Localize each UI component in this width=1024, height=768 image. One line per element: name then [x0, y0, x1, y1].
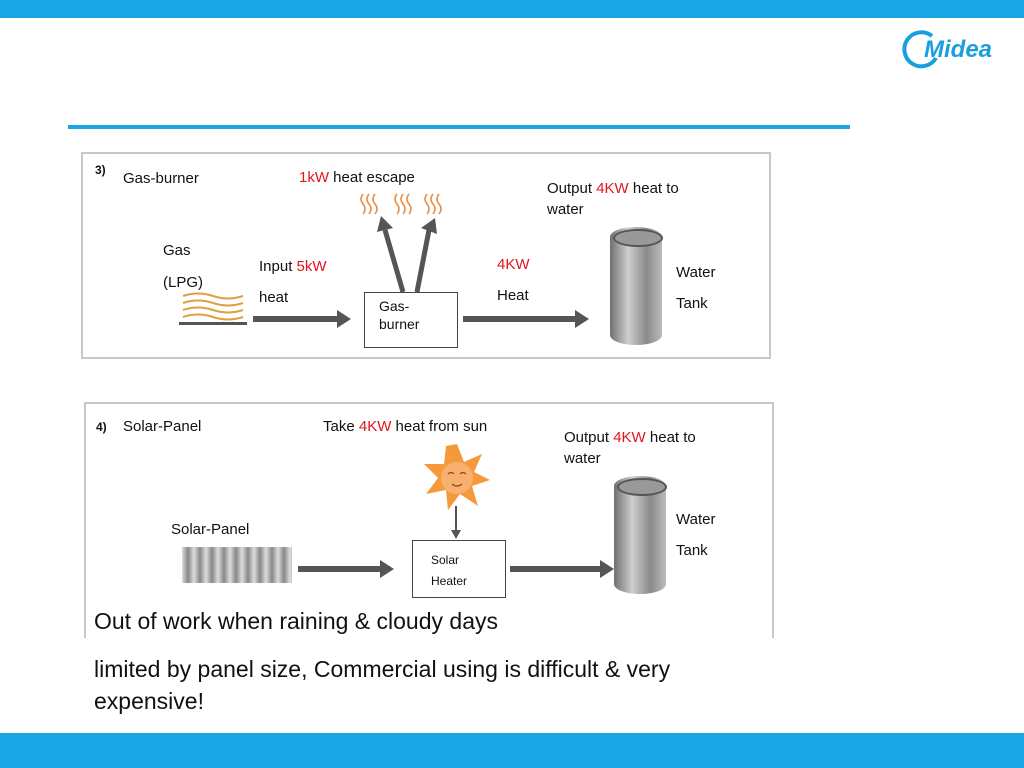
- title-rule: [68, 125, 850, 129]
- tank-label: Water: [676, 264, 716, 281]
- output-label-line2: water: [564, 450, 601, 467]
- solar-panel-label: Solar-Panel: [171, 521, 250, 538]
- top-banner: [0, 0, 1024, 18]
- gas-burner-panel: [81, 152, 771, 359]
- input-arrow: [253, 309, 353, 329]
- solar-panel-icon: [182, 547, 292, 583]
- heater-arrow: [510, 559, 620, 579]
- panel-title: Gas-burner: [123, 170, 199, 187]
- input-label: Input 5kW: [259, 258, 327, 275]
- bottom-banner: [0, 733, 1024, 768]
- gas-flame-icon: [179, 292, 249, 328]
- tank-label-line2: Tank: [676, 542, 708, 559]
- output-label-line2: water: [547, 201, 584, 218]
- gas-label: Gas: [163, 242, 191, 259]
- heat-label: Heat: [497, 287, 529, 304]
- escape-label: 1kW heat escape: [299, 169, 415, 186]
- panel-number: 3): [95, 163, 106, 177]
- sun-icon: [424, 444, 490, 510]
- lpg-label: (LPG): [163, 274, 204, 291]
- sun-arrow: [450, 506, 462, 540]
- water-tank-icon: [614, 476, 666, 594]
- gas-burner-box: Gas-burner: [364, 292, 458, 348]
- input-label-line2: heat: [259, 289, 289, 306]
- panel-number: 4): [96, 420, 107, 434]
- output-label: Output 4KW heat to: [547, 180, 679, 197]
- water-tank-icon: [610, 227, 662, 345]
- tank-label: Water: [676, 511, 716, 528]
- take-label: Take 4KW heat from sun: [323, 418, 488, 435]
- panel-arrow: [298, 559, 398, 579]
- panel-title: Solar-Panel: [123, 418, 202, 435]
- escape-arrows-icon: [363, 214, 453, 294]
- heat-arrow: [463, 309, 593, 329]
- note-cost: limited by panel size, Commercial using is difficult & very expensive!: [94, 656, 671, 715]
- output-label: Output 4KW heat to: [564, 429, 696, 446]
- solar-heater-box: Solar Heater: [412, 540, 506, 598]
- midea-logo: Midea: [902, 28, 1002, 72]
- heat-value: 4KW: [497, 256, 530, 273]
- tank-label-line2: Tank: [676, 295, 708, 312]
- solar-panel-panel: [84, 402, 774, 638]
- note-weather: Out of work when raining & cloudy days: [94, 608, 498, 634]
